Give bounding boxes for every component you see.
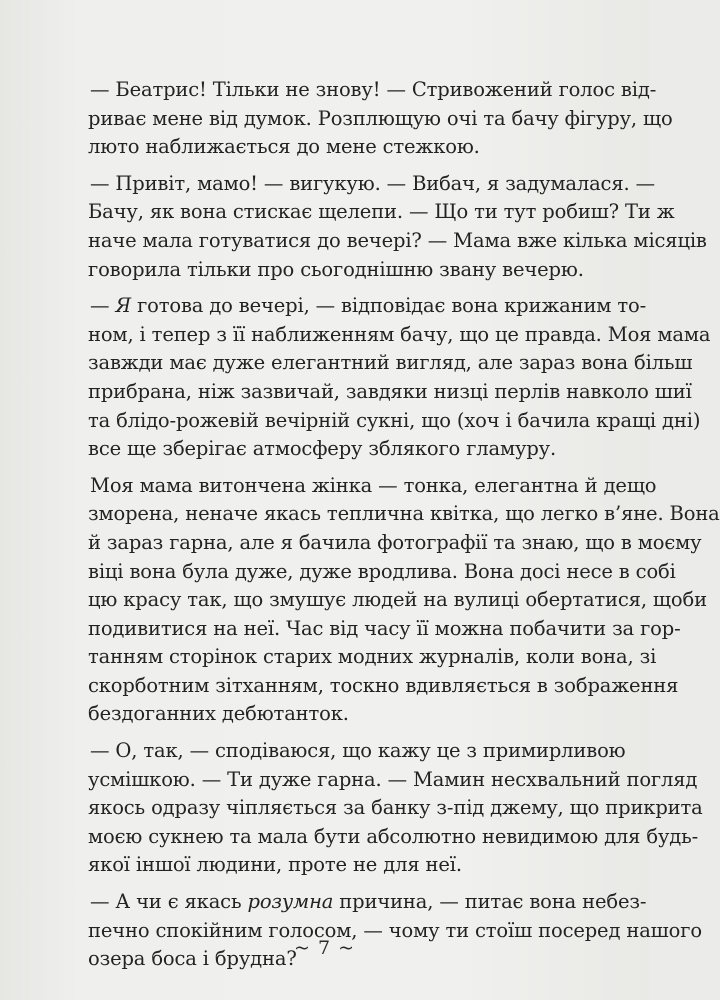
text-line: прибрана, ніж зазвичай, завдяки низці перлів навколо шиї (88, 379, 692, 403)
text-line: скорботним зітханням, тоскно вдивляється в зображення (88, 673, 679, 697)
text-line: риває мене від думок. Розплющую очі та бачу фігуру, що (88, 106, 673, 130)
text-line: люто наближається до мене стежкою. (88, 135, 480, 159)
body-text (88, 76, 720, 982)
paragraph-1 (88, 76, 673, 162)
text-line: озера боса і брудна? (88, 947, 297, 971)
line-rest: причина, — питає вона небез- (333, 890, 647, 914)
text-line: наче мала готуватися до вечері? — Мама вже кілька місяців (88, 228, 707, 252)
text-line: печно спокійним голосом, — чому ти стоїш посеред нашого (88, 918, 702, 942)
paragraph-4 (88, 472, 720, 729)
italic-word: розумна (247, 890, 334, 914)
text-line: Бачу, як вона стискає щелепи. — Що ти тут робиш? Ти ж (88, 200, 675, 224)
page-number: ~ 7 ~ (293, 937, 355, 959)
text-line: — Привіт, мамо! — вигукую. — Вибач, я задумалася. — (90, 171, 655, 195)
text-line: ном, і тепер з її наближенням бачу, що це правда. Моя мама (88, 322, 711, 346)
text-line: зморена, неначе якась теплична квітка, що легко в’яне. Вона (88, 502, 720, 526)
text-line: — Беатрис! Тільки не знову! — Стривожений голос від- (90, 78, 657, 101)
text-line-with-italic (88, 888, 647, 917)
text-line: якої іншої людини, проте не для неї. (88, 853, 462, 877)
text-line: подивитися на неї. Час від часу її можна побачити за гор- (88, 616, 681, 640)
text-line: — О, так, — сподіваюся, що кажу це з примирливою (90, 739, 626, 763)
text-line: якось одразу чіпляється за банку з-під джему, що прикрита (88, 796, 703, 820)
paragraph-3 (88, 292, 711, 464)
text-line: завжди має дуже елегантний вигляд, але зараз вона більш (88, 351, 693, 375)
paragraph-6 (88, 888, 702, 974)
text-line: та блідо-рожевій вечірній сукні, що (хоч і бачила кращі дні) (88, 408, 701, 432)
dash-text: — (90, 294, 116, 318)
text-line: цю красу так, що змушує людей на вулиці обертатися, щоби (88, 588, 707, 612)
text-line: Моя мама витончена жінка — тонка, елегантна й дещо (90, 473, 657, 497)
text-line-with-italic (88, 292, 647, 321)
text-line: моєю сукнею та мала бути абсолютно невидимою для будь- (88, 824, 699, 848)
text-line: усмішкою. — Ти дуже гарна. — Мамин несхвальний погляд (88, 767, 698, 791)
text-line: й зараз гарна, але я бачила фотографії та знаю, що в моєму (88, 530, 702, 554)
paragraph-2 (88, 170, 707, 284)
text-line: віці вона була дуже, дуже вродлива. Вона досі несе в собі (88, 559, 676, 583)
italic-word: Я (115, 294, 132, 318)
text-line: танням сторінок старих модних журналів, коли вона, зі (88, 645, 657, 669)
line-start: — А чи є якась (90, 890, 248, 914)
text-line: все ще зберігає атмосферу зблякого гламуру. (88, 437, 557, 461)
text-line: говорила тільки про сьогоднішню звану вечерю. (88, 257, 584, 281)
paragraph-5 (88, 737, 703, 880)
line-rest: готова до вечері, — відповідає вона крижаним то- (131, 294, 647, 318)
text-line: бездоганних дебютанток. (88, 702, 349, 726)
